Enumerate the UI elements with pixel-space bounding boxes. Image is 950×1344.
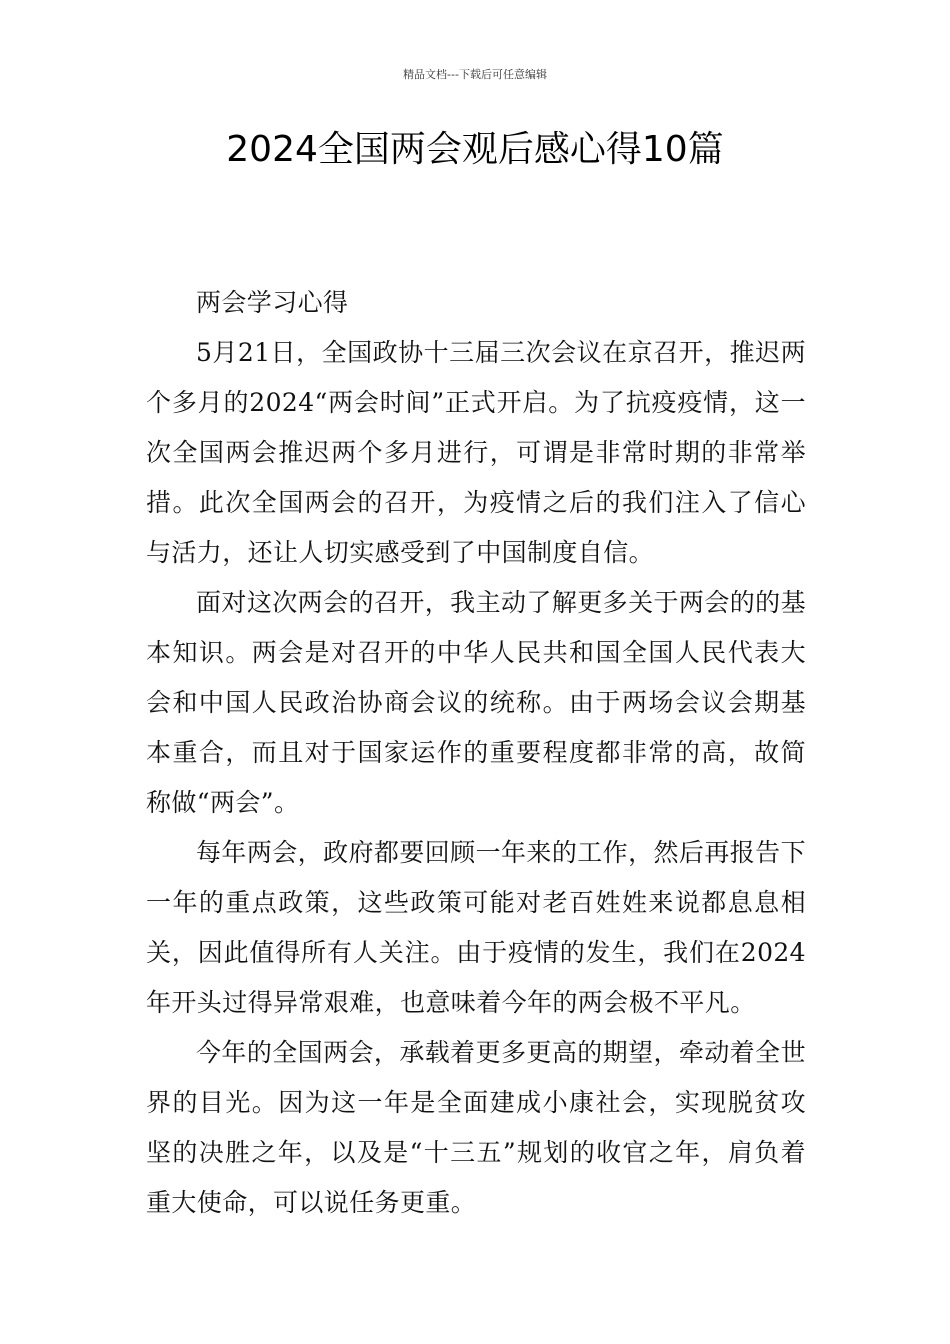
- paragraph-2: 面对这次两会的召开，我主动了解更多关于两会的的基本知识。两会是对召开的中华人民共和国全国人民代表大会和中国人民政治协商会议的统称。由于两场会议会期基本重合，而且对于国家运作的重要程度都非常的高，故简称做“两会”。: [146, 588, 806, 817]
- paragraph-4: 今年的全国两会，承载着更多更高的期望，牵动着全世界的目光。因为这一年是全面建成小康社会，实现脱贫攻坚的决胜之年，以及是“十三五”规划的收官之年，肩负着重大使命，可以说任务更重。: [146, 1038, 806, 1217]
- document-body: [146, 278, 806, 1228]
- document-title: 2024全国两会观后感心得10篇: [226, 129, 724, 170]
- paragraph-1: 5月21日，全国政协十三届三次会议在京召开，推迟两个多月的2024“两会时间”正式开启。为了抗疫疫情，这一次全国两会推迟两个多月进行，可谓是非常时期的非常举措。此次全国两会的召开，为疫情之后的我们注入了信心与活力，还让人切实感受到了中国制度自信。: [146, 338, 806, 567]
- paragraph-3: 每年两会，政府都要回顾一年来的工作，然后再报告下一年的重点政策，这些政策可能对老百姓姓来说都息息相关，因此值得所有人关注。由于疫情的发生，我们在2024年开头过得异常艰难，也意味着今年的两会极不平凡。: [146, 838, 806, 1017]
- section-heading: 两会学习心得: [196, 288, 349, 317]
- header-note: 精品文档---下载后可任意编辑: [403, 68, 547, 81]
